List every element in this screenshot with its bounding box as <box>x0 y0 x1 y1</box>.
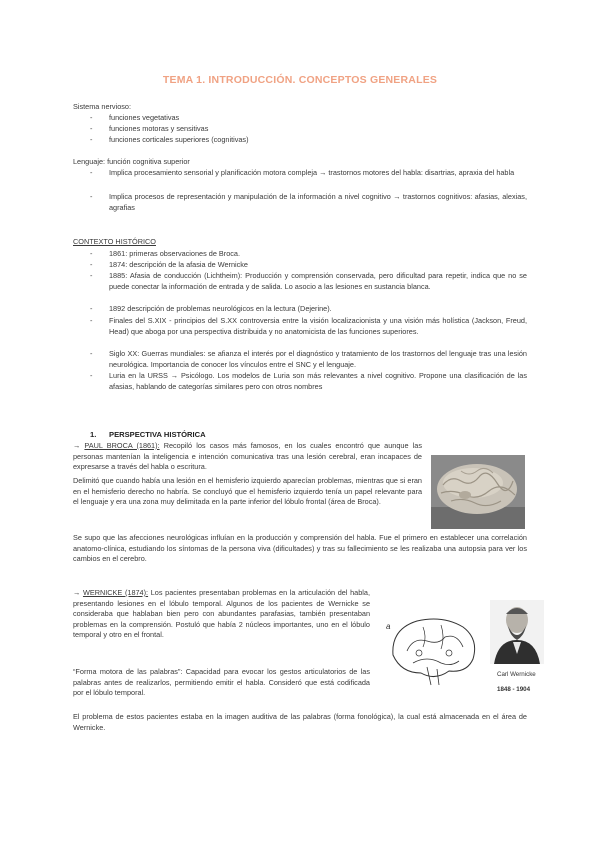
bullet-dash: - <box>90 271 93 280</box>
lenguaje-heading: Lenguaje: función cognitiva superior <box>73 157 190 166</box>
section-heading: PERSPECTIVA HISTÓRICA <box>109 430 206 439</box>
wernicke-paragraph-2: “Forma motora de las palabras”: Capacidad para evocar los gestos articulatorios de las palabras antes de realizarlos, permitiendo emitir el habla. Consideró que está codificada por el lóbulo temporal. <box>73 667 370 698</box>
wernicke-text: Los pacientes presentaban problemas en la articulación del habla, presentando lesiones en el lóbulo temporal. Algunos de los pacientes de Wernicke se consideraba que hablaban bien pero con abundantes parafasias, también presentaban problemas en la comprensión. Postuló que había 2 núcleos importantes, uno en el lóbulo temporal y otro en el frontal. <box>73 588 371 640</box>
portrait-name: Carl Wernicke <box>497 671 536 678</box>
list-item: Implica procesos de representación y manipulación de la información a nivel cognitivo → trastornos cognitivos: afasias, alexias, agrafias <box>109 192 527 212</box>
bullet-dash: - <box>90 249 93 258</box>
list-item: funciones corticales superiores (cognitivas) <box>109 135 249 144</box>
bullet-dash: - <box>90 316 93 325</box>
broca-text: Recopiló los casos más famosos, en los cuales encontró que aunque las personas mantenían la inteligencia e intención comunicativa tras una lesión cerebral, eran incapaces de expresarse a través del habla o escritura. <box>73 441 422 472</box>
list-item: Implica procesamiento sensorial y planificación motora compleja → trastornos motores del habla: disartrias, apraxia del habla <box>109 168 515 177</box>
diagram-label: a <box>386 622 391 631</box>
list-item: 1885: Afasia de conducción (Lichtheim): Producción y comprensión conservada, pero dificultad para repetir, indica que no se puede conectar la información de entrada y de salida. Lo asocio a las lesiones en sustancia blanca. <box>109 271 527 291</box>
sistema-heading: Sistema nervioso: <box>73 102 131 111</box>
list-item: Finales del S.XIX - principios del S.XX controversia entre la visión localizacionista y una visión más holística (Jackson, Freud, Head) que aboga por una perspectiva distribuida y no anatomicista de las funciones superiores. <box>109 316 527 336</box>
list-item: Siglo XX: Guerras mundiales: se afianza el interés por el diagnóstico y tratamiento de los trastornos del lenguaje tras una lesión neurológica. Importancia de conocer los vínculos entre el SNC y el lenguaje. <box>109 349 527 369</box>
section-number: 1. <box>90 430 97 439</box>
list-item: funciones vegetativas <box>109 113 180 122</box>
brain-photo-image <box>431 455 525 529</box>
wernicke-portrait-image <box>490 600 544 664</box>
arrow: → <box>73 441 81 450</box>
list-item: 1861: primeras observaciones de Broca. <box>109 249 241 258</box>
wernicke-paragraph-3: El problema de estos pacientes estaba en la imagen auditiva de las palabras (forma fonológica), la cual está almacenada en el área de Wernicke. <box>73 712 527 732</box>
bullet-dash: - <box>90 304 93 313</box>
bullet-dash: - <box>90 260 93 269</box>
list-item: Luria en la URSS → Psicólogo. Los modelos de Luria son más relevantes a nivel cognitivo. Propone una clasificación de las afasias, hablando de categorías similares pero con otros nombres <box>109 371 527 391</box>
bullet-dash: - <box>90 168 93 177</box>
list-item: 1892 descripción de problemas neurológicos en la lectura (Dejerine). <box>109 304 332 313</box>
wernicke-name: WERNICKE (1874): <box>82 588 149 597</box>
list-item: 1874: descripción de la afasia de Wernicke <box>109 260 248 269</box>
bullet-dash: - <box>90 349 93 358</box>
broca-paragraph-1 <box>73 441 422 473</box>
wernicke-paragraph-1 <box>73 588 370 641</box>
contexto-heading: CONTEXTO HISTÓRICO <box>73 237 156 246</box>
bullet-dash: - <box>90 371 93 380</box>
list-item: funciones motoras y sensitivas <box>109 124 209 133</box>
bullet-dash: - <box>90 192 93 201</box>
bullet-dash: - <box>90 124 93 133</box>
bullet-dash: - <box>90 113 93 122</box>
page-title: TEMA 1. INTRODUCCIÓN. CONCEPTOS GENERALES <box>162 74 438 86</box>
broca-paragraph-3: Se supo que las afecciones neurológicas influían en la producción y comprensión del habla. Fue el primero en establecer una correlación anatomo-clínica, estudiando los síntomas de la persona viva (dificultades) y tras su fallecimiento se les realizaba una autopsia para ver los cambios en el cerebro. <box>73 533 527 564</box>
portrait-years: 1848 - 1904 <box>497 686 531 693</box>
brain-diagram-image <box>383 607 483 687</box>
broca-paragraph-2: Delimitó que cuando había una lesión en el hemisferio izquierdo aparecían problemas, mientras que si eran en el hemisferio derecho no habría. Se concluyó que el hemisferio izquierdo tenía un papel relevante para el lenguaje y era una zona muy delimitada en la parte inferior del lóbulo frontal (área de Broca). <box>73 476 422 507</box>
broca-name: PAUL BROCA (1861): <box>84 441 160 450</box>
arrow: → <box>73 588 81 597</box>
bullet-dash: - <box>90 135 93 144</box>
